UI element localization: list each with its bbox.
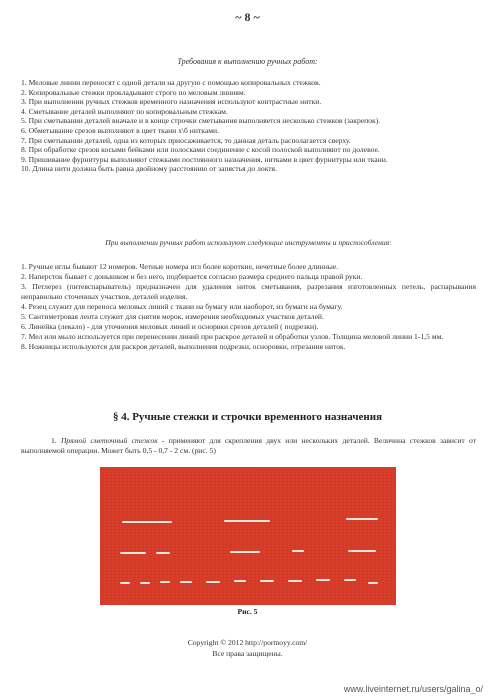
stitch	[260, 580, 274, 582]
tool-item: 6. Линейка (лекало) - для уточнения меловых линий и оснорвки срезов деталей ( подрезки).	[21, 322, 319, 331]
stitch	[120, 552, 146, 554]
requirement-item: 10. Длина нити должна быть равна двойному расстоянию от запястья до локтя.	[21, 164, 277, 174]
stitch-term: Прямой сметочный стежок	[60, 436, 158, 445]
copyright-block	[0, 637, 495, 659]
requirement-item: 6. Обметывание срезов выполняют в цвет ткани х\б нитками.	[21, 125, 219, 135]
stitch	[346, 518, 378, 520]
requirements-title: Требования к выполнению ручных работ:	[177, 57, 318, 66]
tool-item: 1. Ручные иглы бывают 12 номеров. Четные номера игл более короткие, нечетные более длинные.	[21, 262, 339, 271]
requirement-item: 2. Копировальные стежки прокладывают строго по меловым линиям.	[21, 87, 246, 97]
tools-title: При выполнении ручных работ используют следующие инструменты и приспособления:	[105, 238, 392, 247]
requirement-item: 7. При сметывании деталей, одна из которых приосаживается, то данная деталь располагается сверху.	[21, 135, 351, 145]
stitch	[122, 521, 172, 523]
stitch	[292, 550, 304, 552]
paragraph-number: 1.	[51, 436, 57, 445]
figure-caption: Рис. 5	[237, 607, 258, 616]
stitch	[368, 582, 378, 584]
requirement-item: 3. При выполнении ручных стежков временного назначения используют контрастные нитки.	[21, 97, 322, 107]
tool-item: 4. Резец служит для переноса меловых линий с ткани на бумагу или наоборот, из бумаги на бумагу.	[21, 302, 343, 311]
tools-list	[21, 262, 476, 352]
fabric-stitches-photo	[100, 467, 396, 605]
stitch	[156, 552, 170, 554]
stitch	[206, 581, 220, 583]
rights-line: Все права защищены.	[212, 649, 283, 658]
stitch	[348, 550, 376, 552]
requirements-list	[21, 78, 476, 174]
stitch	[120, 582, 130, 584]
stitch	[180, 581, 192, 583]
basting-stitch-paragraph	[21, 436, 476, 456]
stitch	[230, 551, 260, 553]
tool-item: 7. Мел или мыло используется при перенесении линий при раскрое деталей и обработки узлов. Толщина меловой линии 1-1,5 мм.	[21, 332, 444, 341]
copyright-line: Copyright © 2012 http://portnoyy.com/	[187, 638, 308, 647]
page-number: ~ 8 ~	[235, 10, 260, 24]
stitch	[160, 581, 170, 583]
paragraph-text: - применяют для скрепления двух или нескольких деталей. Величина стежков зависит от выполняемой операции. Может быть 0,5 - 0,7 - 2 см. (рис. 5)	[21, 436, 477, 455]
stitch	[344, 579, 356, 581]
tool-item: 5. Сантиметровая лента служит для снятия мерок, измерения необходимых участков деталей.	[21, 312, 324, 321]
stitch	[224, 520, 270, 522]
stitch	[234, 580, 246, 582]
stitch	[288, 580, 302, 582]
section-heading: § 4. Ручные стежки и строчки временного назначения	[112, 411, 383, 423]
stitch	[140, 582, 150, 584]
requirement-item: 9. Пришивание фурнитуры выполняют стежками постоянного назначения, нитками в цвет фурнитуры или ткани.	[21, 154, 388, 164]
requirement-item: 8. При обработке срезов косыми бейками или полосками соединение с косой полоской выполняют по долевое.	[21, 145, 380, 155]
watermark-url: www.liveinternet.ru/users/galina_o/	[343, 684, 483, 694]
requirement-item: 4. Сметывание деталей выполняют по копировальным стежкам.	[21, 106, 228, 116]
requirement-item: 5. При сметывании деталей вначале и в конце строчки сметывания выполняется несколько стежков (закрепок).	[21, 116, 381, 126]
tool-item: 8. Ножницы используются для раскроя деталей, выполнения подрезки, осноровки, отрезания ниток.	[21, 342, 346, 351]
stitch	[316, 579, 330, 581]
tool-item: 2. Наперсток бывает с донышком и без него, подбирается согласно размера среднего пальца правой руки.	[21, 272, 363, 281]
tool-item: 3. Петлерез (питевспарыватель) предназначен для удаления ниток сметывания, разрезания изготовленных петель, распарывания неправильно сточенных участков, деталей изделия.	[21, 282, 476, 301]
requirement-item: 1. Меловые линии переносят с одной детали на другую с помощью копировальных стежков.	[21, 78, 321, 87]
